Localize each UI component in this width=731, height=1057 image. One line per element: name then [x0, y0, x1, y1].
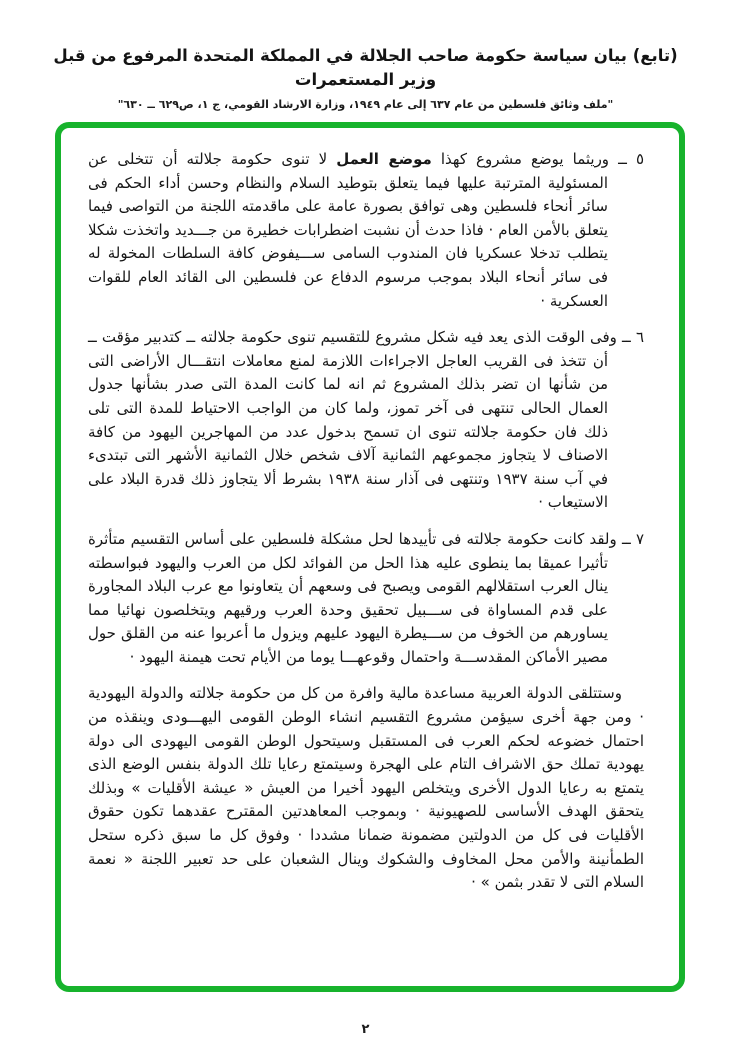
paragraph-6: [88, 326, 644, 515]
paragraph-6-number: ٦ ــ: [616, 328, 644, 347]
document-source-citation: "ملف وثائق فلسطين من عام ٦٣٧ إلى عام ١٩٤٩، وزارة الارشاد القومي، ج ١، ص٦٢٩ ــ ٦٣٠": [117, 98, 614, 111]
paragraph-7: [88, 528, 644, 670]
document-title: (تابع) بيان سياسة حكومة صاحب الجلالة في المملكة المتحدة المرفوع من قبل وزير المستعمرات: [53, 46, 678, 89]
page-number: ٢: [361, 1022, 370, 1037]
paragraph-5-number: ٥ ــ: [609, 150, 644, 168]
paragraph-7-number: ٧ ــ: [616, 529, 644, 548]
paragraph-5: [88, 148, 644, 313]
paragraph-5-text-lead: وريثما يوضع مشروع كهذا: [431, 150, 610, 168]
paragraph-5-bold-phrase: موضع العمل: [336, 150, 432, 168]
document-body: [88, 148, 644, 895]
document-header: [0, 44, 731, 111]
paragraph-closing: [88, 682, 644, 894]
paragraph-5-text-rest: لا تنوى حكومة جلالته أن تتخلى عن المسئولية المترتبة عليها فيما يتعلق بتوطيد السلام والنظام وحسن أداء الحكم فى سائر أنحاء فلسطين وهى توافق بصورة عامة على ماقدمته اللجنة من التواصى فيما يتعلق بالأمن العام · فاذا حدث أن نشبت اضطرابات خطيرة من جـــديد واتخذت شكلا يتطلب تدخلا عسكريا فان المندوب السامى ســـيفوض كافة السلطات المخولة له فى سائر أنحاء البلاد بموجب مرسوم الدفاع عن فلسطين الى القائد العام للقوات العسكرية ·: [88, 150, 608, 310]
paragraph-6-text: وفى الوقت الذى يعد فيه شكل مشروع للتقسيم تنوى حكومة جلالته ــ كتدبير مؤقت ــ أن تتخذ فى القريب العاجل الاجراءات اللازمة لمنع معاملات انتقـــال الأراضى التى من شأنها ان تضر بذلك المشروع ثم انه لما كانت المدة التى صدر بشأنها جدول العمال الحالى تنتهى فى آخر تموز، ولما كان من الواجب الاحتياط للمدة التى تلى ذلك فان حكومة جلالته تنوى ان تسمح بدخول عدد من المهاجرين اليهود من كافة الاصناف لا يتجاوز مجموعهم الثمانية آلاف شخص خلال الثمانية الأشهر التى تبتدىء في آب سنة ١٩٣٧ وتنتهى فى آذار سنة ١٩٣٨ بشرط ألا يتجاوز ذلك قدرة البلاد على الاستيعاب ·: [88, 328, 617, 512]
paragraph-7-text: ولقد كانت حكومة جلالته فى تأييدها لحل مشكلة فلسطين على أساس التقسيم متأثرة تأثيرا عميقا بما ينطوى عليه هذا الحل من الفوائد لكل من العرب واليهود فبواسطته ينال العرب استقلالهم القومى ويصبح فى وسعهم أن يتعاونوا مع عرب البلاد المجاورة على قدم المساواة فى ســـبيل تحقيق وحدة العرب ورقيهم ويتخلصون نهائيا مما يساورهم من الخوف من ســـيطرة اليهود عليهم ويزول ما أعربوا عنه من القلق حول مصير الأماكن المقدســـة واحتمال وقوعهـــا يوما من الأيام تحت هيمنة اليهود ·: [88, 529, 617, 666]
paragraph-closing-text: وستتلقى الدولة العربية مساعدة مالية وافرة من كل من حكومة جلالته والدولة اليهودية · ومن جهة أخرى سيؤمن مشروع التقسيم انشاء الوطن القومى اليهـــودى وينقذه من احتمال خضوعه لحكم العرب فى المستقبل وسيتحول الوطن القومى اليهودى الى دولة يهودية تملك حق الاشراف التام على الهجرة وسيتمتع رعايا تلك الدولة بنفس الوضع الذى يتمتع به رعايا الدول الأخرى ويتخلص اليهود أخيرا من العيش « عيشة الأقليات » وبذلك يتحقق الهدف الأساسى للصهيونية · وبموجب المعاهدتين المقترح عقدهما تكون حقوق الأقليات فى كل من الدولتين مضمونة ضمانا مشددا · وفوق كل ما سبق ذكره ستحل الطمأنينة والأمن محل المخاوف والشكوك وينال الشعبان على حد تعبير اللجنة « نعمة السلام التى لا تقدر بثمن » ·: [88, 684, 644, 892]
